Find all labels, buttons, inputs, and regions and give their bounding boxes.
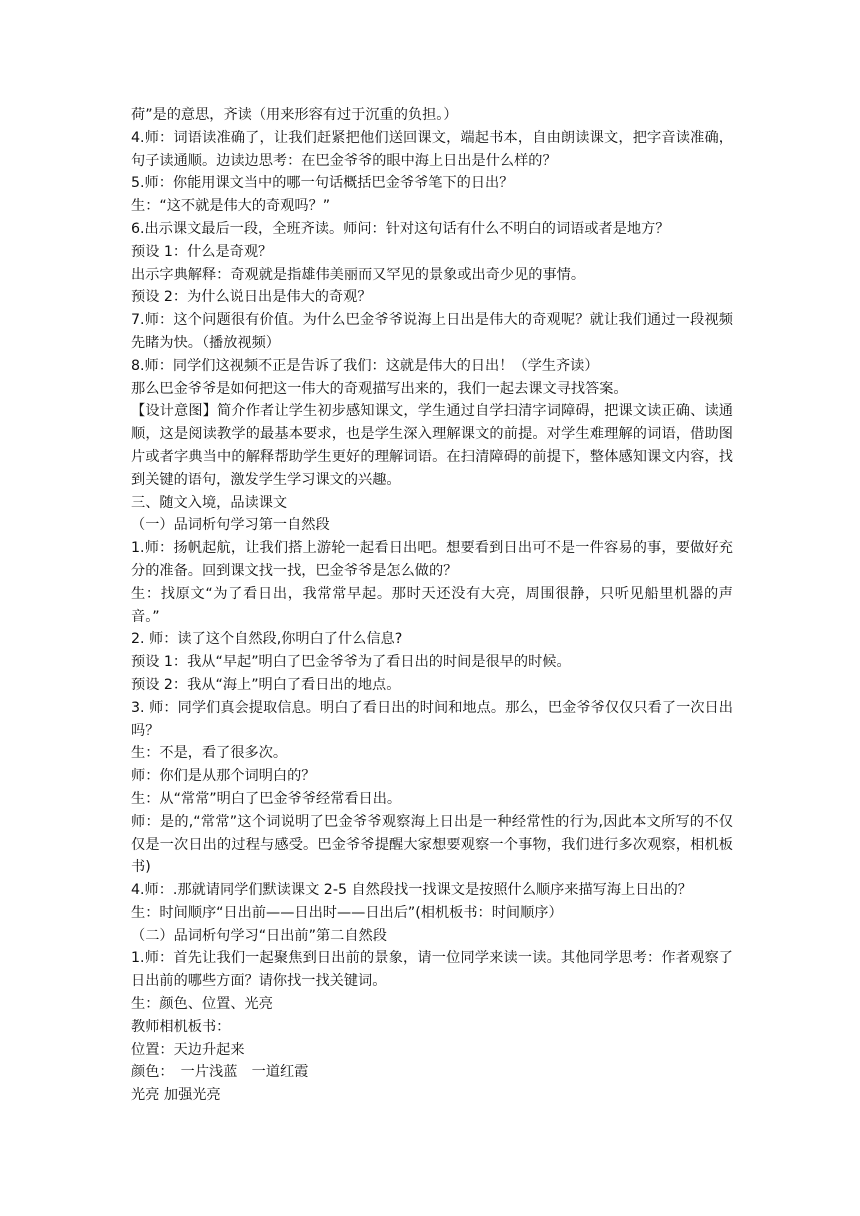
board-note: 颜色： 一片浅蓝 一道红霞 xyxy=(131,1064,309,1081)
paragraph: 6.出示课文最后一段，全班齐读。师问：针对这句话有什么不明白的词语或者是地方？ xyxy=(131,220,670,237)
board-note: 位置：天边升起来 xyxy=(131,1041,245,1058)
paragraph: 预设 2：我从“海上”明白了看日出的地点。 xyxy=(131,676,401,693)
paragraph: 预设 1：什么是奇观？ xyxy=(131,243,273,260)
board-note: 光亮 加强光亮 xyxy=(131,1087,221,1104)
paragraph: 生：时间顺序“日出前——日出时——日出后”(相机板书：时间顺序） xyxy=(131,904,563,921)
design-intent-paragraph: 【设计意图】简介作者让学生初步感知课文，学生通过自学扫清字词障碍，把课文读正确、读通顺，这是阅读教学的最基本要求，也是学生深入理解课文的前提。对学生难理解的词语，借助图片或者字典当中的解释帮助学生更好的理解词语。在扫清障碍的前提下，整体感知课文内容，找到关键的语句，激发学生学习课文的兴趣。 xyxy=(131,403,733,488)
paragraph: 3. 师：同学们真会提取信息。明白了看日出的时间和地点。那么，巴金爷爷仅仅只看了一次日出吗？ xyxy=(131,699,733,739)
subsection-heading: （二）品词析句学习“日出前”第二自然段 xyxy=(131,927,387,944)
subsection-heading: （一）品词析句学习第一自然段 xyxy=(131,517,330,534)
paragraph: 8.师：同学们这视频不正是告诉了我们：这就是伟大的日出！（学生齐读） xyxy=(131,357,599,374)
paragraph: 4.师：词语读准确了，让我们赶紧把他们送回课文，端起书本，自由朗读课文，把字音读准确，句子读通顺。边读边思考：在巴金爷爷的眼中海上日出是什么样的？ xyxy=(131,129,733,169)
paragraph: 1.师：首先让我们一起聚焦到日出前的景象，请一位同学来读一读。其他同学思考：作者观察了日出前的哪些方面？请你找一找关键词。 xyxy=(131,950,733,990)
paragraph: 生：不是，看了很多次。 xyxy=(131,745,288,762)
paragraph: 出示字典解释：奇观就是指雄伟美丽而又罕见的景象或出奇少见的事情。 xyxy=(131,266,586,283)
paragraph: 荷”是的意思，齐读（用来形容有过于沉重的负担。） xyxy=(131,107,458,123)
paragraph: 生：“这不就是伟大的奇观吗？” xyxy=(131,198,331,215)
paragraph: 生：颜色、位置、光亮 xyxy=(131,996,273,1013)
paragraph: 2. 师：读了这个自然段,你明白了什么信息? xyxy=(131,631,403,648)
paragraph: 5.师：你能用课文当中的哪一句话概括巴金爷爷笔下的日出？ xyxy=(131,175,514,192)
paragraph: 1.师：扬帆起航，让我们搭上游轮一起看日出吧。想要看到日出可不是一件容易的事，要做好充分的准备。回到课文找一找，巴金爷爷是怎么做的？ xyxy=(131,540,733,579)
paragraph: 师：是的,“常常”这个词说明了巴金爷爷观察海上日出是一种经常性的行为,因此本文所写的不仅仅是一次日出的过程与感受。巴金爷爷提醒大家想要观察一个事物，我们进行多次观察，相机板书) xyxy=(131,813,733,876)
paragraph: 7.师：这个问题很有价值。为什么巴金爷爷说海上日出是伟大的奇观呢？就让我们通过一段视频先睹为快。（播放视频） xyxy=(131,312,733,351)
paragraph: 那么巴金爷爷是如何把这一伟大的奇观描写出来的，我们一起去课文寻找答案。 xyxy=(131,380,628,397)
section-heading: 三、随文入境，品读课文 xyxy=(131,494,288,511)
paragraph: 师：你们是从那个词明白的？ xyxy=(131,768,316,785)
document-page xyxy=(131,104,733,1107)
paragraph: 生：找原文“为了看日出，我常常早起。那时天还没有大亮，周围很静，只听见船里机器的声音。” xyxy=(131,585,733,625)
paragraph: 4.师：.那就请同学们默读课文 2-5 自然段找一找课文是按照什么顺序来描写海上日出的？ xyxy=(131,882,692,899)
paragraph: 预设 1：我从“早起”明白了巴金爷爷为了看日出的时间是很早的时候。 xyxy=(131,654,571,671)
paragraph: 生：从“常常”明白了巴金爷爷经常看日出。 xyxy=(131,790,402,807)
paragraph: 教师相机板书： xyxy=(131,1018,231,1035)
paragraph: 预设 2：为什么说日出是伟大的奇观？ xyxy=(131,289,372,306)
